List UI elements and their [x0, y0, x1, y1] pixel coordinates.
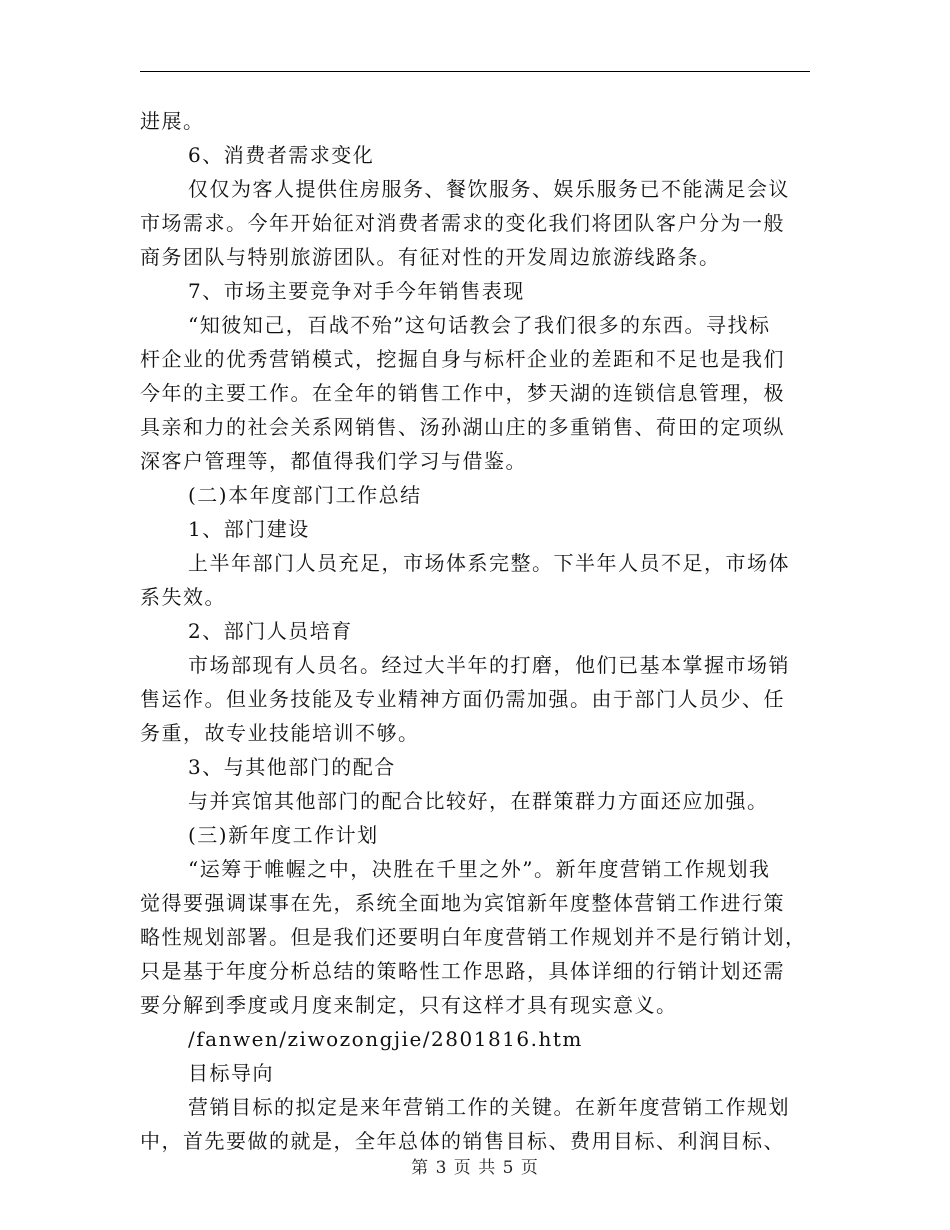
- section-heading: 3、与其他部门的配合: [188, 755, 396, 779]
- paragraph-line: 要分解到季度或月度来制定，只有这样才具有现实意义。: [140, 993, 678, 1017]
- page-number: 第 3 页 共 5 页: [411, 1158, 539, 1178]
- paragraph-line: “运筹于帷幄之中，决胜在千里之外”。新年度营销工作规划我: [188, 857, 771, 881]
- paragraph-line: 具亲和力的社会关系网销售、汤孙湖山庄的多重销售、荷田的定项纵: [140, 415, 785, 439]
- paragraph-line: 系失效。: [140, 585, 226, 609]
- paragraph-line: 今年的主要工作。在全年的销售工作中，梦天湖的连锁信息管理，极: [140, 381, 785, 405]
- paragraph-line: 商务团队与特别旅游团队。有征对性的开发周边旅游线路条。: [140, 245, 721, 269]
- paragraph-line: 售运作。但业务技能及专业精神方面仍需加强。由于部门人员少、任: [140, 687, 785, 711]
- paragraph-line: 仅仅为客人提供住房服务、餐饮服务、娱乐服务已不能满足会议: [188, 177, 790, 201]
- paragraph-line: 进展。: [140, 109, 205, 133]
- paragraph-line: 市场需求。今年开始征对消费者需求的变化我们将团队客户分为一般: [140, 211, 785, 235]
- url-text: /fanwen/ziwozongjie/2801816.htm: [188, 1027, 583, 1051]
- paragraph-line: 市场部现有人员名。经过大半年的打磨，他们已基本掌握市场销: [188, 653, 790, 677]
- header-rule: [140, 71, 810, 72]
- section-heading: (二)本年度部门工作总结: [188, 483, 422, 507]
- paragraph-line: 中，首先要做的就是，全年总体的销售目标、费用目标、利润目标、: [140, 1129, 785, 1153]
- paragraph-line: 深客户管理等，都值得我们学习与借鉴。: [140, 449, 527, 473]
- document-body: [140, 104, 812, 1158]
- paragraph-line: 营销目标的拟定是来年营销工作的关键。在新年度营销工作规划: [188, 1095, 790, 1119]
- section-heading: 目标导向: [188, 1061, 274, 1085]
- section-heading: 7、市场主要竞争对手今年销售表现: [188, 279, 525, 303]
- paragraph-line: 务重，故专业技能培训不够。: [140, 721, 420, 745]
- section-heading: 2、部门人员培育: [188, 619, 353, 643]
- paragraph-line: 只是基于年度分析总结的策略性工作思路，具体详细的行销计划还需: [140, 959, 785, 983]
- paragraph-line: “知彼知己，百战不殆”这句话教会了我们很多的东西。寻找标: [188, 313, 771, 337]
- section-heading: 1、部门建设: [188, 517, 310, 541]
- section-heading: 6、消费者需求变化: [188, 143, 375, 167]
- paragraph-line: 杆企业的优秀营销模式，挖掘自身与标杆企业的差距和不足也是我们: [140, 347, 785, 371]
- paragraph-line: 略性规划部署。但是我们还要明白年度营销工作规划并不是行销计划，: [140, 925, 807, 949]
- section-heading: (三)新年度工作计划: [188, 823, 379, 847]
- paragraph-line: 觉得要强调谋事在先，系统全面地为宾馆新年度整体营销工作进行策: [140, 891, 785, 915]
- paragraph-line: 上半年部门人员充足，市场体系完整。下半年人员不足，市场体: [188, 551, 790, 575]
- paragraph-line: 与并宾馆其他部门的配合比较好，在群策群力方面还应加强。: [188, 789, 769, 813]
